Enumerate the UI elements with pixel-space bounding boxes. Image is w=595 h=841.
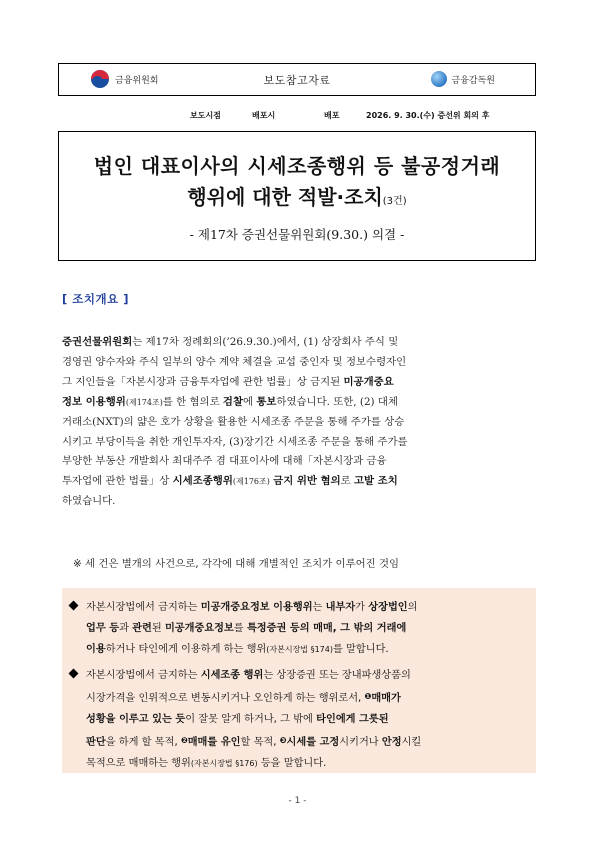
bold-span: 시세조종 행위 (200, 670, 264, 681)
text-span: 에 (243, 395, 257, 408)
bold-span: 미공개중요 (343, 375, 394, 388)
body-line (62, 472, 536, 492)
text-span: 하였습니다. 또한, (2) 대체 (276, 395, 398, 408)
bold-span: 관련 (132, 623, 152, 634)
law-ref: (자본시장법 §174) (266, 645, 333, 654)
page-title-line2 (59, 181, 535, 210)
bold-span: 고발 조치 (353, 475, 398, 488)
definition-line (86, 686, 530, 709)
header-box (58, 63, 536, 96)
fss-logo (431, 71, 495, 87)
bold-span: 타인에게 그릇된 (316, 714, 389, 725)
circled-number: ❷ (180, 736, 188, 745)
definition-line (86, 639, 530, 660)
distribution-label: 배포 (324, 111, 340, 120)
text-span: 자본시장법에서 금지하는 (86, 670, 201, 681)
body-line (62, 393, 536, 413)
definition-insider-trading (70, 597, 530, 660)
bold-span: 미공개중요정보 (164, 623, 234, 634)
law-ref: (제176조) (232, 477, 270, 487)
text-span: 를 말합니다. (332, 644, 389, 655)
release-info (190, 110, 489, 121)
law-ref: (자본시장법 §176) (190, 759, 258, 768)
bold-span: 판단 (86, 737, 106, 748)
bold-span: 상장법인 (368, 602, 408, 613)
body-line: 거래소(NXT)의 얇은 호가 상황을 활용한 시세조종 주문을 통해 주가를 상승 (62, 415, 405, 428)
text-span: 시킬 (401, 737, 422, 748)
body-line: 시키고 부당이득을 취한 개인투자자, (3)장기간 시세조종 주문을 통해 주가를 (62, 435, 408, 448)
fss-name: 금융감독원 (451, 75, 495, 86)
text-span: 된 (151, 623, 165, 634)
text-span: 할 목적, (240, 737, 280, 748)
bold-span: 미공개중요정보 이용행위 (200, 602, 313, 613)
text-span: 를 한 혐의로 (162, 395, 223, 408)
bold-span: 증권선물위원회 (62, 336, 133, 348)
text-span: 하거나 타인에게 이용하게 하는 행위 (105, 644, 267, 655)
body-paragraph (62, 333, 536, 512)
text-span: 시키거나 (339, 737, 382, 748)
text-span: 는 제17차 정례회의(’26.9.30.)에서, (1) 상장회사 주식 및 (132, 336, 399, 348)
text-span: 과 (119, 623, 133, 634)
definition-line (86, 597, 530, 618)
definitions-box (62, 588, 536, 773)
text-span: 그 지인들을「자본시장과 금융투자업에 관한 법률」상 금지된 (62, 375, 344, 388)
circled-number: ❸ (279, 736, 287, 745)
separate-cases-note: ※ 세 건은 별개의 사건으로, 각각에 대해 개별적인 조치가 이루어진 것임 (73, 558, 400, 570)
document-kind: 보도참고자료 (263, 74, 331, 87)
text-span: 시장가격을 인위적으로 변동시키거나 오인하게 하는 행위로서, (86, 693, 365, 704)
definition-market-manipulation (70, 665, 530, 774)
law-ref: (제174조) (125, 397, 163, 407)
text-span: 의 (407, 602, 418, 613)
release-label: 보도시점 (190, 111, 221, 120)
bold-span: 안정 (381, 737, 402, 748)
text-span: 는 (312, 602, 326, 613)
diamond-bullet-icon (69, 601, 79, 611)
definition-content (86, 665, 530, 774)
text-span: 자본시장법에서 금지하는 (86, 602, 201, 613)
text-span: 는 상장증권 또는 장내파생상품의 (263, 670, 411, 681)
page-number: - 1 - (288, 796, 307, 806)
diamond-bullet-icon (69, 669, 79, 679)
text-span: 를 (233, 623, 247, 634)
text-span: 로 (340, 475, 354, 488)
body-line: 하였습니다. (62, 495, 116, 508)
bold-span: 시세조종행위 (172, 475, 233, 488)
body-line: 부양한 부동산 개발회사 최대주주 겸 대표이사에 대해「자본시장과 금융 (62, 455, 387, 468)
bold-span: 업무 등 (86, 623, 120, 634)
circled-number: ❶ (364, 692, 372, 701)
bold-span: 이용 (86, 644, 106, 655)
body-line (62, 373, 536, 393)
bold-span: 매매를 유인 (187, 737, 241, 748)
page-subtitle: - 제17차 증권선물위원회(9.30.) 의결 - (189, 227, 405, 242)
body-line (62, 333, 536, 353)
definition-line (86, 753, 530, 774)
bold-span: 특정증권 등의 매매, 그 밖의 거래에 (246, 623, 407, 634)
page-title-line1: 법인 대표이사의 시세조종행위 등 불공정거래 (93, 154, 501, 178)
text-span: 등을 말합니다. (257, 758, 327, 769)
text-span: 이 잘못 알게 하거나, 그 밖에 (185, 714, 317, 725)
definition-line (86, 730, 530, 753)
bold-span: 통보 (256, 395, 277, 408)
bold-span: 매매가 (371, 693, 401, 704)
definition-line (86, 709, 530, 730)
bold-span: 시세를 고정 (286, 737, 340, 748)
text-span: 가 (355, 602, 369, 613)
bold-span: 정보 이용행위 (62, 395, 126, 408)
fss-globe-icon (431, 71, 447, 87)
definition-content (86, 597, 530, 660)
bold-span: 성황을 이루고 있는 듯 (86, 714, 186, 725)
section-heading: [ 조치개요 ] (62, 292, 129, 306)
bold-span: 금지 위반 혐의 (273, 475, 341, 488)
text-span: 목적으로 매매하는 행위 (86, 758, 191, 769)
fsc-name: 금융위원회 (115, 75, 159, 86)
bold-span: 검찰 (222, 395, 243, 408)
definition-line (86, 618, 530, 639)
body-line: 경영권 양수자와 주식 일부의 양수 계약 체결을 교섭 중인자 및 정보수령자인 (62, 355, 407, 368)
title-box (58, 131, 536, 261)
bold-span: 내부자 (325, 602, 356, 613)
text-span: 투자업에 관한 법률」상 (62, 475, 173, 488)
page-title-line2-text: 행위에 대한 적발·조치 (187, 185, 383, 209)
text-span: 을 하게 할 목적, (105, 737, 181, 748)
distribution-value: 2026. 9. 30.(수) 증선위 회의 후 (366, 111, 490, 120)
definition-line (86, 665, 530, 686)
case-count: (3건) (382, 196, 407, 207)
release-value: 배포시 (252, 111, 276, 120)
